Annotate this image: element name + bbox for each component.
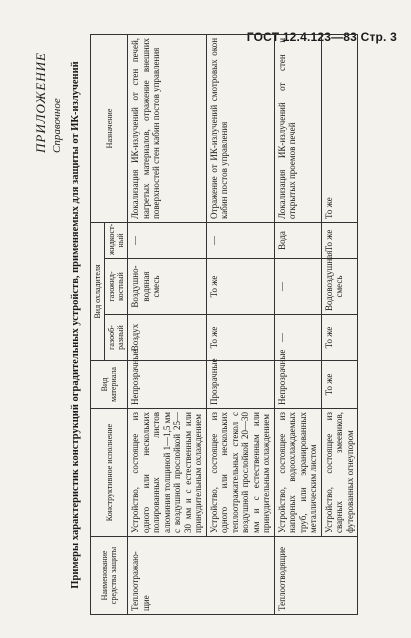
- cell-liquid: —: [206, 222, 274, 258]
- col-material: Вид материала: [91, 361, 128, 409]
- table-caption: Примеры характеристик конструкций оградительных устройств, применяемых для защиты от ИК-излучений: [70, 61, 81, 589]
- col-name: Наименование средства защиты: [91, 537, 128, 615]
- cell-name: Теплоотводящие: [274, 537, 358, 615]
- col-coolant: Вид охладителя: [91, 222, 105, 360]
- cell-liquid: —: [128, 222, 207, 258]
- cell-gas: Воздух: [128, 315, 207, 361]
- cell-liquid: Вода: [274, 222, 321, 258]
- table-row: [274, 34, 321, 614]
- page-header: ГОСТ 12.4.123—83 Стр. 3: [246, 30, 397, 44]
- table-row: [321, 34, 358, 614]
- appendix-subtitle: Справочное: [51, 98, 63, 153]
- cell-gas: То же: [206, 315, 274, 361]
- cell-gasliquid: Воздушно-водяная смесь: [128, 259, 207, 315]
- cell-design: Устройство, состоящее из сварных змеевиков, футерованных огнеупором: [321, 409, 358, 537]
- cell-design: Устройство, состоящее из напорных водоохлаждаемых труб, или экранированных металлическим листом: [274, 409, 321, 537]
- cell-material: Прозрачные: [206, 361, 274, 409]
- cell-purpose: Отражение от ИК-излучений смотровых окон кабин постов управления: [206, 34, 274, 222]
- cell-material: То же: [321, 361, 358, 409]
- cell-design: Устройство, состоящее из одного или нескольких полированных листов алюминия толщиной 1—1,5 мм с воздушной прослойкой 25—30 мм и с естественным или принудительным охлаждением: [128, 409, 207, 537]
- cell-liquid: То же: [321, 222, 358, 258]
- table-row: [128, 34, 207, 614]
- col-liquid: жидкост-ный: [105, 222, 128, 258]
- col-design: Конструктивное исполнение: [91, 409, 128, 537]
- rotated-content: [30, 35, 360, 615]
- cell-material: Непрозрачные: [274, 361, 321, 409]
- cell-gasliquid: —: [274, 259, 321, 315]
- col-purpose: Назначение: [91, 34, 128, 222]
- table-row: [206, 34, 274, 614]
- cell-purpose: Локализация ИК-излучений от стен печей, нагретых материалов, отражение внешних поверхностей стен кабин постов управления: [128, 34, 207, 222]
- cell-gas: —: [274, 315, 321, 361]
- cell-material: Непрозрачные: [128, 361, 207, 409]
- header-row: [91, 34, 105, 614]
- cell-gas: То же: [321, 315, 358, 361]
- protection-table: [90, 34, 358, 615]
- col-gasliquid: газожид-костный: [105, 259, 128, 315]
- cell-design: Устройство, состоящее из одного или нескольких теплоотражательных стекол с воздушной прослойкой 20—30 мм и с естественным или принудительным охлаждением: [206, 409, 274, 537]
- cell-purpose: Локализация ИК-излучений от стен и открытых проемов печей: [274, 34, 321, 222]
- cell-gasliquid: То же: [206, 259, 274, 315]
- cell-gasliquid: Водовоздушная смесь: [321, 259, 358, 315]
- cell-purpose: То же: [321, 34, 358, 222]
- cell-name: Теплоотражаю-щие: [128, 537, 275, 615]
- col-gas: газооб-разный: [105, 315, 128, 361]
- appendix-title: ПРИЛОЖЕНИЕ: [33, 52, 48, 153]
- appendix-label: [33, 33, 63, 153]
